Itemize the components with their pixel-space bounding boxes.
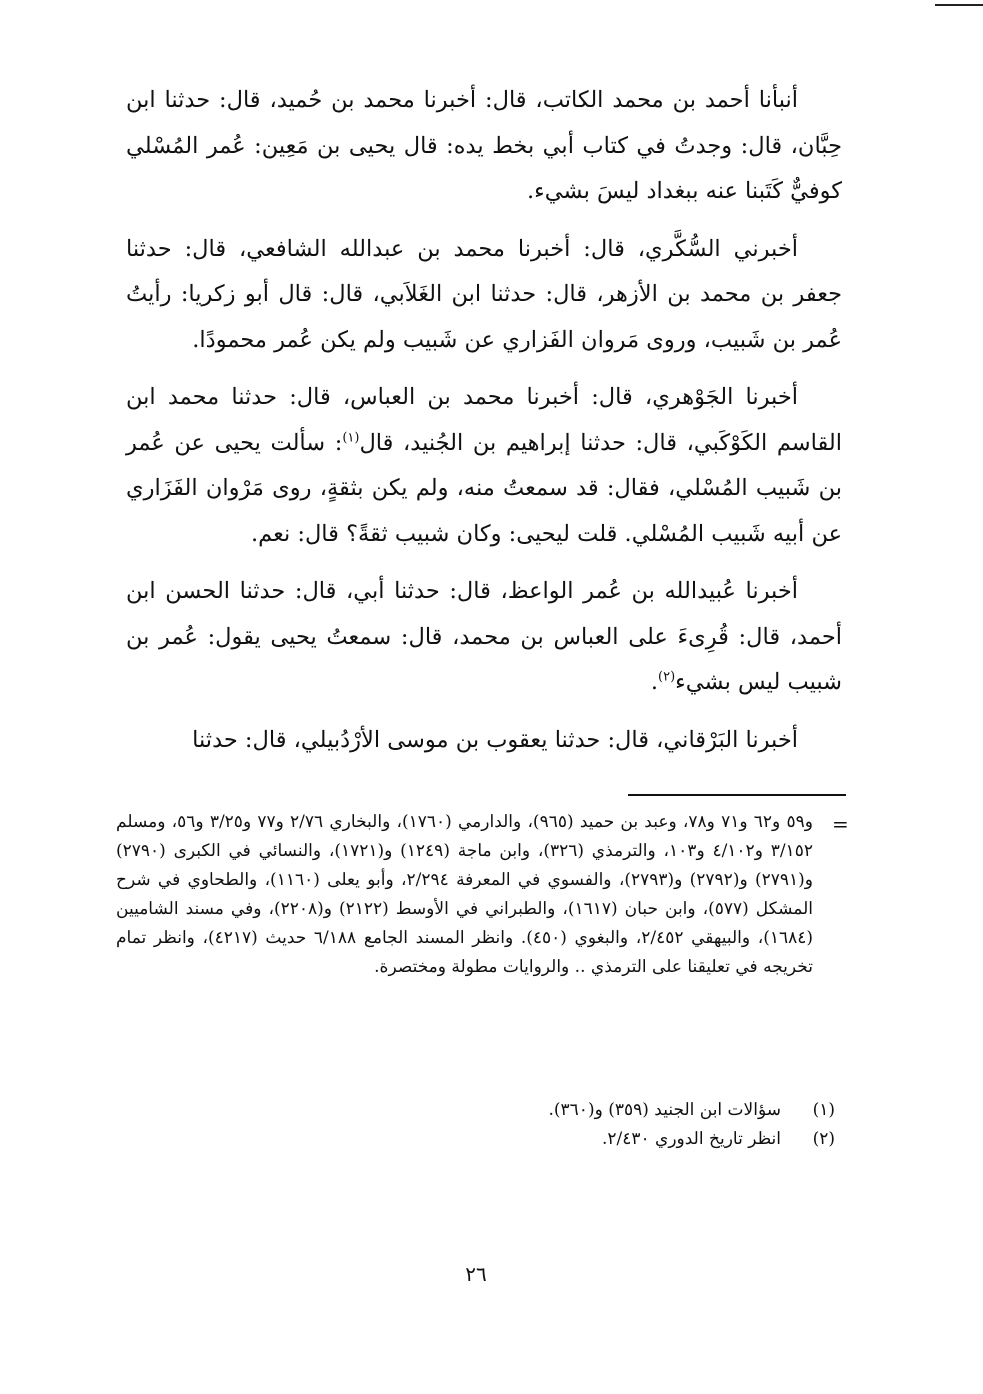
- paragraph-text: أخبرنا البَرْقاني، قال: حدثنا يعقوب بن موسى الأرْدُبيلي، قال: حدثنا: [192, 726, 798, 753]
- footnote-ref: (١): [342, 430, 360, 445]
- paragraph-text: أنبأنا أحمد بن محمد الكاتب، قال: أخبرنا محمد بن حُميد، قال: حدثنا ابن حِبَّان، قال: وجدتُ في كتاب أبي بخط يده: قال يحيى بن مَعِين: عُمر المُسْلي كوفيٌّ كَتَبنا عنه ببغداد ليسَ بشيء.: [126, 87, 842, 204]
- paragraph: [126, 78, 842, 215]
- paragraph-text-continued: : سألت يحيى عن عُمر بن شَبيب المُسْلي، فقال: قد سمعتُ منه، ولم يكن بثقةٍ، روى مَرْوان الفَزَاري عن أبيه شَبيب المُسْلي. قلت ليحيى: وكان شبيب ثقةً؟ قال: نعم.: [126, 429, 842, 547]
- paragraph: [126, 375, 842, 557]
- footnote-item: [300, 1096, 835, 1125]
- footnote-text: انظر تاريخ الدوري ٢/٤٣٠.: [601, 1129, 781, 1149]
- footnote-number: (٢): [812, 1129, 835, 1149]
- footnote-separator: [628, 794, 846, 796]
- corner-mark: [935, 4, 983, 6]
- footnote-list: [300, 1096, 835, 1154]
- main-text: [126, 78, 842, 775]
- paragraph-text: أخبرنا عُبيدالله بن عُمر الواعظ، قال: حدثنا أبي، قال: حدثنا الحسن ابن أحمد، قال: قُرِىءَ على العباس بن محمد، قال: سمعتُ يحيى يقول: عُمر بن شبيب ليس بشيء: [126, 578, 842, 695]
- paragraph-text: أخبرني السُّكَّري، قال: أخبرنا محمد بن عبدالله الشافعي، قال: حدثنا جعفر بن محمد بن الأزهر، قال: حدثنا ابن الغَلاَبي، قال: قال أبو زكريا: رأيتُ عُمر بن شَبيب، وروى مَروان الفَزاري عن شَبيب ولم يكن عُمر محمودًا.: [126, 235, 842, 353]
- paragraph: [126, 569, 842, 706]
- footnote-continuation-mark: =: [832, 812, 849, 836]
- footnote-item: [300, 1125, 835, 1154]
- paragraph-text: أخبرنا الجَوْهري، قال: أخبرنا محمد بن العباس، قال: حدثنا محمد ابن القاسم الكَوْكَبي، قال: حدثنا إبراهيم بن الجُنيد، قال: [126, 384, 842, 456]
- footnote-number: (١): [812, 1100, 835, 1120]
- paragraph: [126, 718, 842, 764]
- footnote-ref: (٢): [658, 669, 676, 685]
- footnote-text: سؤالات ابن الجنيد (٣٥٩) و(٣٦٠).: [548, 1100, 781, 1120]
- page-number: ٢٦: [465, 1262, 487, 1286]
- paragraph-text-continued: .: [650, 669, 659, 695]
- footnote-continuation: و٥٩ و٦٢ و٧١ و٧٨، وعبد بن حميد (٩٦٥)، والدارمي (١٧٦٠)، والبخاري ٢/٧٦ و٧٧ و٣/٢٥ و٥٦، ومسلم ٣/١٥٢ و٤/١٠٢ و١٠٣، والترمذي (٣٢٦)، وابن ماجة (١٢٤٩) و(١٧٢١)، والنسائي في الكبرى (٢٧٩٠) و(٢٧٩١) و(٢٧٩٢) و(٢٧٩٣)، والفسوي في المعرفة ٢/٢٩٤، وأبو يعلى (١١٦٠)، والطحاوي في شرح المشكل (٥٧٧)، وابن حبان (١٦١٧)، والطبراني في الأوسط (٢١٢٢) و(٢٢٠٨)، وفي مسند الشاميين (١٦٨٤)، والبيهقي ٢/٤٥٢، والبغوي (٤٥٠). وانظر المسند الجامع ٦/١٨٨ حديث (٤٢١٧)، وانظر تمام تخريجه في تعليقنا على الترمذي .. والروايات مطولة ومختصرة.: [116, 812, 814, 977]
- paragraph: [126, 227, 842, 364]
